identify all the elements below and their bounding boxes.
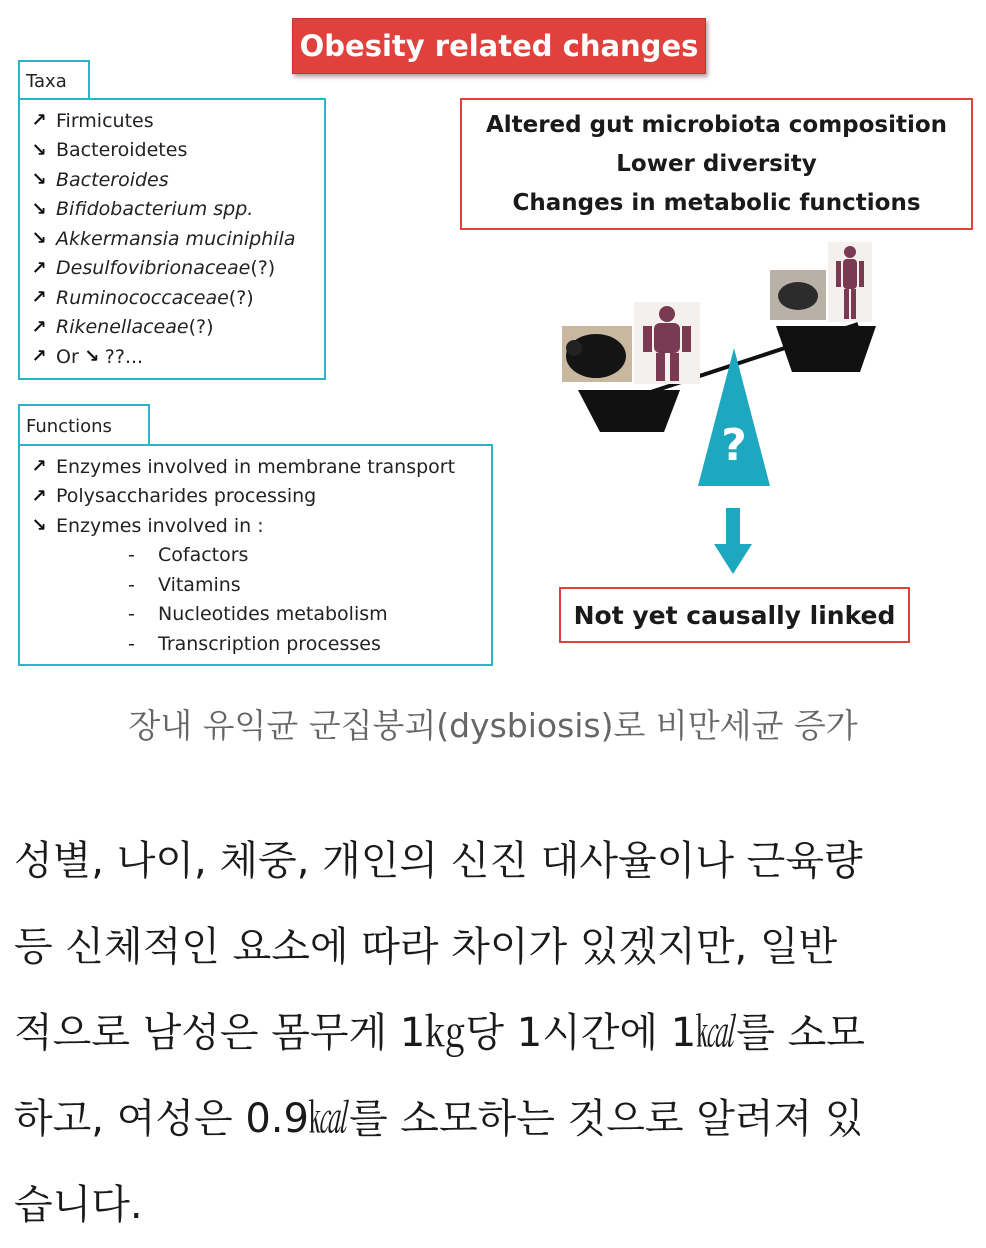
function-sub-text: Nucleotides metabolism [158, 603, 388, 626]
obese-mouse-photo [562, 326, 632, 382]
function-sub-item [30, 570, 455, 600]
taxa-item [30, 254, 295, 284]
taxa-item [30, 313, 295, 343]
lean-body-figure [828, 242, 872, 322]
left-pan [578, 390, 680, 432]
summary-line: Lower diversity [616, 150, 817, 177]
right-pan [776, 326, 876, 372]
arrow-up-right-icon: ↗ [31, 257, 47, 279]
function-text: Polysaccharides processing [56, 485, 317, 508]
function-sub-item [30, 629, 455, 659]
arrow-up-right-icon: ↗ [31, 110, 47, 132]
taxa-item [30, 342, 295, 372]
figure-caption: 장내 유익균 군집붕괴(dysbiosis)로 비만세균 증가 [128, 706, 858, 745]
taxa-name: Desulfovibrionaceae [56, 257, 251, 280]
function-item [30, 452, 455, 482]
dash-bullet-icon: - [128, 603, 135, 626]
taxa-item [30, 106, 295, 136]
taxa-uncertain-mark: (?) [188, 316, 214, 339]
summary-line: Changes in metabolic functions [512, 189, 921, 216]
function-sub-item [30, 541, 455, 571]
body-line: 습니다. [14, 1182, 143, 1228]
function-sub-item [30, 600, 455, 630]
arrow-up-right-icon: ↗ [31, 346, 47, 368]
arrow-down-right-icon: ↘ [31, 515, 47, 537]
taxa-uncertain-mark: (?) [228, 286, 254, 309]
taxa-name: Rikenellaceae [56, 316, 189, 339]
function-sub-text: Cofactors [158, 544, 249, 567]
taxa-item [30, 136, 295, 166]
taxa-item [30, 224, 295, 254]
function-item [30, 482, 455, 512]
balance-scale-illustration [540, 230, 960, 590]
body-line: 적으로 남성은 몸무게 1㎏당 1시간에 1㎉를 소모 [14, 1010, 865, 1056]
body-line: 등 신체적인 요소에 따라 차이가 있겠지만, 일반 [14, 924, 838, 970]
taxa-name: Ruminococcaceae [56, 286, 229, 309]
taxa-or-label: Or [56, 345, 79, 368]
taxa-item [30, 283, 295, 313]
taxa-list [30, 106, 295, 372]
dash-bullet-icon: - [128, 632, 135, 655]
dash-bullet-icon: - [128, 544, 135, 567]
functions-tab: Functions [18, 404, 150, 446]
function-sub-text: Vitamins [158, 573, 241, 596]
figure-title: Obesity related changes [292, 18, 706, 74]
taxa-name: Bacteroidetes [56, 139, 188, 162]
taxa-name: Firmicutes [56, 109, 154, 132]
function-text: Enzymes involved in membrane transport [56, 455, 456, 478]
taxa-name: Akkermansia muciniphila [56, 227, 296, 250]
taxa-name: Bacteroides [56, 168, 169, 191]
arrow-down-right-icon: ↘ [84, 346, 100, 368]
arrow-up-right-icon: ↗ [31, 287, 47, 309]
taxa-item [30, 195, 295, 225]
taxa-item [30, 165, 295, 195]
body-paragraph [14, 818, 974, 1248]
arrow-up-right-icon: ↗ [31, 316, 47, 338]
body-line: 성별, 나이, 체중, 개인의 신진 대사율이나 근육량 [14, 838, 863, 884]
taxa-uncertain-mark: (?) [250, 257, 276, 280]
arrow-down-right-icon: ↘ [31, 139, 47, 161]
functions-list [30, 452, 455, 659]
arrow-down-right-icon: ↘ [31, 198, 47, 220]
arrow-up-right-icon: ↗ [31, 485, 47, 507]
lean-mouse-photo [770, 270, 826, 320]
arrow-up-right-icon: ↗ [31, 456, 47, 478]
function-item [30, 511, 455, 541]
functions-box [18, 444, 493, 666]
summary-box [460, 98, 973, 230]
arrow-down-right-icon: ↘ [31, 169, 47, 191]
arrow-down-right-icon: ↘ [31, 228, 47, 250]
down-arrow-icon [714, 508, 752, 574]
body-line: 하고, 여성은 0.9㎉를 소모하는 것으로 알려져 있 [14, 1096, 864, 1142]
function-sub-text: Transcription processes [158, 632, 381, 655]
taxa-tab: Taxa [18, 60, 90, 100]
question-mark: ? [721, 420, 747, 471]
conclusion-box: Not yet causally linked [559, 587, 910, 643]
summary-line: Altered gut microbiota composition [485, 111, 948, 138]
taxa-unknown-label: ??... [104, 345, 144, 368]
taxa-name: Bifidobacterium spp. [56, 198, 254, 221]
dash-bullet-icon: - [128, 573, 135, 596]
function-text: Enzymes involved in : [56, 514, 264, 537]
obese-body-figure [634, 302, 700, 384]
taxa-box [18, 98, 326, 380]
